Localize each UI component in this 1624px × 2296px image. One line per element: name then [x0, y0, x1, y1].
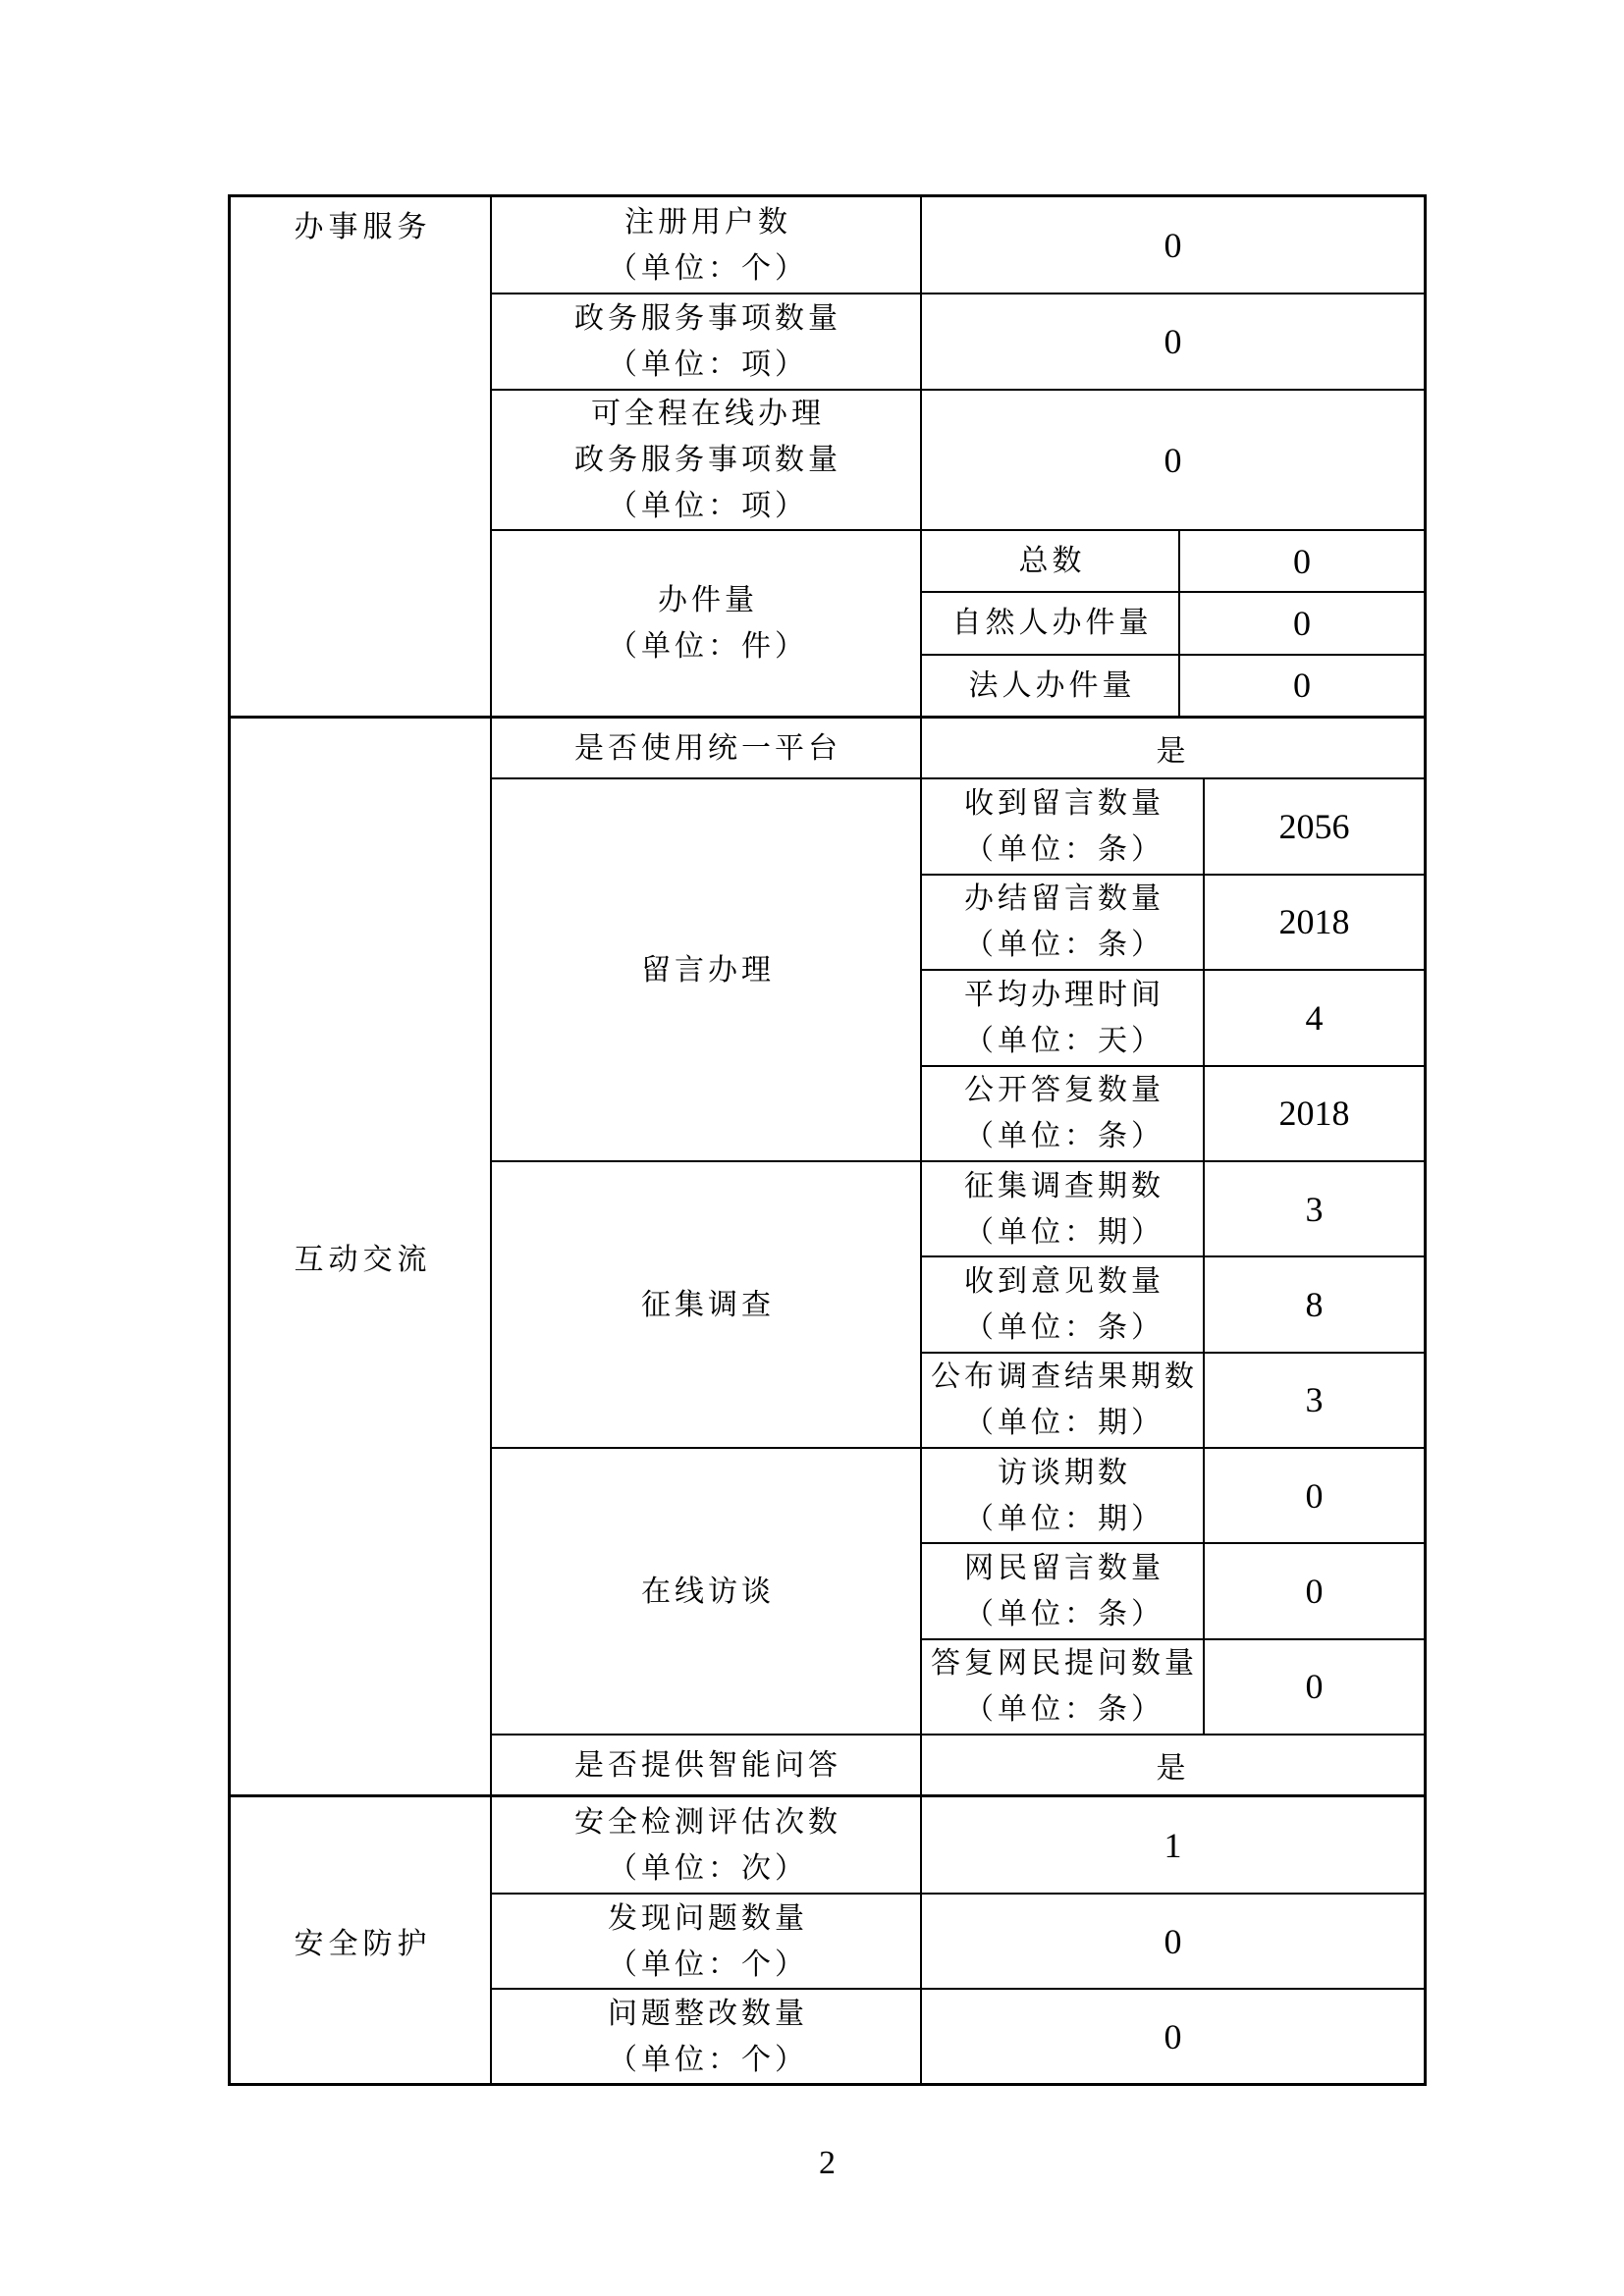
row-value-cell: 是 [1156, 1752, 1190, 1785]
row-label-cell [492, 1449, 922, 1734]
label-line: （单位：条） [964, 832, 1164, 866]
subrow-label-cell [922, 779, 1205, 874]
label-line: 网民留言数量 [964, 1551, 1164, 1584]
row-label-cell [492, 1797, 922, 1893]
row-value-cell: 0 [1164, 440, 1182, 480]
row-value-cell: 0 [1164, 225, 1182, 265]
label-line: 收到意见数量 [964, 1264, 1164, 1298]
category-label: 办事服务 [231, 197, 492, 716]
table-row [492, 197, 1424, 293]
subrow-value-cell: 2018 [1278, 1094, 1350, 1134]
subrow-label-cell [922, 1640, 1205, 1734]
row-value-cell: 0 [1164, 2016, 1182, 2056]
label-line: 总数 [1018, 545, 1086, 578]
table-subrow [922, 969, 1424, 1065]
table-row [492, 389, 1424, 529]
subrow-label-cell [922, 656, 1180, 716]
category-label: 互动交流 [231, 719, 492, 1794]
section-office-services [231, 197, 1424, 716]
subrow-value-cell: 8 [1305, 1284, 1324, 1324]
label-line: 征集调查期数 [964, 1169, 1164, 1202]
row-label-cell [492, 1895, 922, 1988]
table-row [492, 1797, 1424, 1893]
table-subrow [922, 1162, 1424, 1255]
label-line: （单位：个） [608, 251, 808, 285]
section-interaction [231, 716, 1424, 1794]
section-security [231, 1794, 1424, 2083]
subrow-label-cell [922, 1449, 1205, 1542]
row-label-cell [492, 531, 922, 716]
label-line: 发现问题数量 [608, 1901, 808, 1935]
subrow-value-cell: 3 [1305, 1380, 1324, 1420]
row-label-cell [492, 1162, 922, 1447]
label-line: 是否使用统一平台 [574, 731, 841, 765]
label-line: 是否提供智能问答 [574, 1748, 841, 1782]
table-row [492, 1734, 1424, 1794]
label-line: （单位：个） [608, 1948, 808, 1981]
report-table [228, 194, 1427, 2086]
table-row [492, 719, 1424, 777]
label-line: （单位：件） [608, 630, 808, 663]
label-line: 自然人办件量 [951, 607, 1153, 640]
table-subrow [922, 591, 1424, 653]
table-row-group [492, 529, 1424, 716]
label-line: 公布调查结果期数 [931, 1361, 1198, 1394]
table-subrow [922, 531, 1424, 591]
subrow-label-cell [922, 1067, 1205, 1161]
subrow-label-cell [922, 1544, 1205, 1637]
row-label-cell [492, 1990, 922, 2083]
label-line: （单位：条） [964, 1310, 1164, 1344]
row-label-cell [492, 391, 922, 529]
row-value-cell: 1 [1164, 1825, 1182, 1865]
row-value-cell: 0 [1164, 322, 1182, 361]
label-line: 征集调查 [641, 1288, 775, 1321]
row-label-cell [492, 1735, 922, 1794]
label-line: （单位：条） [964, 1120, 1164, 1153]
subrow-value-cell: 4 [1305, 997, 1324, 1038]
subrow-label-cell [922, 1257, 1205, 1351]
label-line: （单位：期） [964, 1407, 1164, 1440]
row-value-cell: 是 [1156, 735, 1190, 768]
label-line: （单位：条） [964, 1693, 1164, 1727]
subrow-label-cell [922, 593, 1180, 653]
row-label-cell [492, 719, 922, 777]
label-line: （单位：期） [964, 1215, 1164, 1249]
subrow-value-cell: 0 [1305, 1475, 1324, 1516]
label-line: 政务服务事项数量 [574, 302, 841, 335]
label-line: （单位：项） [608, 490, 808, 522]
table-subrow [922, 1065, 1424, 1161]
label-line: 问题整改数量 [608, 1997, 808, 2030]
label-line: 留言办理 [641, 953, 775, 987]
label-line: 政务服务事项数量 [574, 444, 841, 476]
subrow-value-cell: 0 [1293, 666, 1311, 706]
row-label-cell [492, 779, 922, 1160]
table-row-group [492, 777, 1424, 1160]
table-row [492, 1988, 1424, 2083]
label-line: 办结留言数量 [964, 882, 1164, 916]
subrow-label-cell [922, 971, 1205, 1065]
subrow-value-cell: 0 [1305, 1571, 1324, 1611]
subrow-value-cell: 3 [1305, 1189, 1324, 1229]
subrow-value-cell: 0 [1293, 603, 1311, 643]
subrow-label-cell [922, 1354, 1205, 1447]
table-subrow [922, 1352, 1424, 1447]
table-row-group [492, 1160, 1424, 1447]
table-row [492, 293, 1424, 389]
label-line: （单位：项） [608, 348, 808, 381]
label-line: 收到留言数量 [964, 786, 1164, 820]
label-line: 安全检测评估次数 [574, 1805, 841, 1839]
table-row-group [492, 1447, 1424, 1734]
label-line: （单位：个） [608, 2043, 808, 2076]
table-subrow [922, 1255, 1424, 1351]
label-line: 办件量 [658, 584, 758, 616]
label-line: （单位：条） [964, 1597, 1164, 1630]
table-subrow [922, 654, 1424, 716]
label-line: 答复网民提问数量 [931, 1647, 1198, 1681]
label-line: （单位：天） [964, 1024, 1164, 1057]
subrow-value-cell: 2056 [1278, 806, 1350, 846]
label-line: （单位：条） [964, 929, 1164, 962]
label-line: （单位：次） [608, 1851, 808, 1885]
label-line: 法人办件量 [968, 668, 1136, 702]
label-line: 公开答复数量 [964, 1074, 1164, 1107]
subrow-value-cell: 0 [1305, 1667, 1324, 1707]
label-line: 可全程在线办理 [591, 398, 825, 430]
subrow-label-cell [922, 876, 1205, 970]
table-subrow [922, 779, 1424, 874]
row-label-cell [492, 294, 922, 389]
row-value-cell: 0 [1164, 1921, 1182, 1961]
subrow-label-cell [922, 531, 1180, 591]
subrow-value-cell: 2018 [1278, 902, 1350, 942]
label-line: 访谈期数 [998, 1456, 1131, 1489]
label-line: 在线访谈 [641, 1575, 775, 1608]
row-label-cell [492, 197, 922, 293]
table-subrow [922, 874, 1424, 970]
label-line: （单位：期） [964, 1502, 1164, 1535]
label-line: 注册用户数 [624, 205, 791, 239]
subrow-label-cell [922, 1162, 1205, 1255]
subrow-value-cell: 0 [1293, 541, 1311, 581]
table-subrow [922, 1542, 1424, 1637]
table-row [492, 1893, 1424, 1988]
page-number: 2 [819, 2145, 836, 2181]
table-subrow [922, 1449, 1424, 1542]
table-subrow [922, 1638, 1424, 1734]
category-label: 安全防护 [231, 1797, 492, 2083]
label-line: 平均办理时间 [964, 978, 1164, 1011]
